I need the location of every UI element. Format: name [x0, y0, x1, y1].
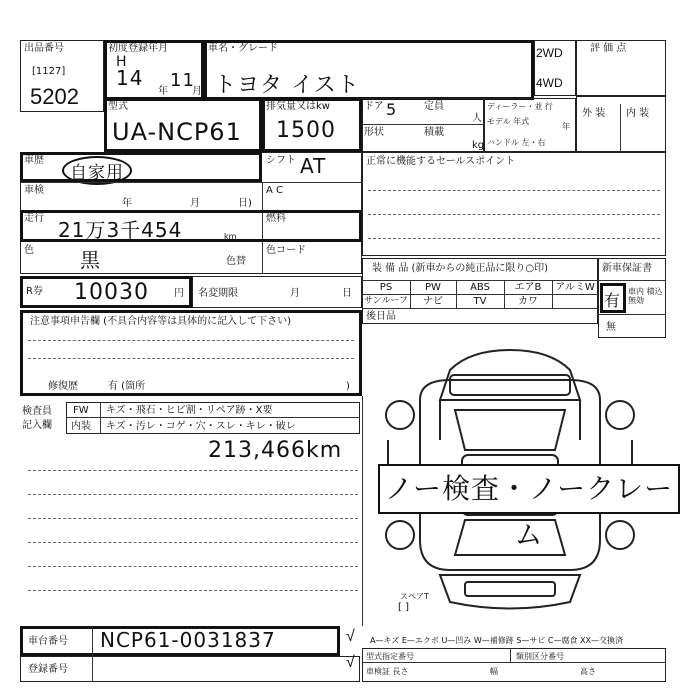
lot-label: 出品番号	[24, 43, 64, 54]
first-reg-label: 初度登録年月	[108, 43, 168, 54]
fw-items: キズ・飛石・ヒビ割・リペア跡・X要	[106, 405, 273, 416]
person-unit: 人	[472, 113, 482, 124]
title-month: 月	[290, 288, 300, 299]
handwritten-mileage: 213,466km	[208, 438, 343, 463]
month-char: 月	[192, 86, 202, 97]
form-category: 類別区分番号	[516, 652, 564, 661]
ext-int-box	[576, 96, 666, 152]
spare-brackets: [ ]	[398, 602, 409, 613]
form-width: 幅	[490, 667, 498, 676]
chassis-number: NCP61-0031837	[100, 628, 276, 652]
sp-line-2	[368, 214, 660, 215]
first-reg-era: H	[116, 54, 128, 70]
ac-label: A C	[266, 185, 284, 196]
exterior-label: 外 装	[582, 108, 606, 119]
first-reg-month: 11	[170, 70, 195, 91]
car-rear-view	[440, 575, 580, 609]
car-name: トヨタ イスト	[214, 73, 360, 98]
warranty-no: 無	[606, 322, 616, 333]
warranty-manual: 車内 積込無効	[628, 287, 663, 305]
int-label: 内装	[71, 421, 91, 432]
equip-tv: TV	[473, 296, 487, 307]
warranty-label: 新車保証書	[602, 263, 652, 274]
reg-check-mark: √	[346, 654, 355, 671]
fuel-label: 燃料	[266, 213, 286, 224]
first-reg-year: 14	[116, 66, 144, 90]
equip-pw: PW	[425, 282, 441, 293]
km-unit: km	[224, 232, 237, 241]
selling-points-label: 正常に機能するセールスポイント	[366, 156, 516, 167]
ext-int-divider	[620, 104, 621, 152]
mileage: 21万3千454	[58, 218, 183, 242]
damage-legend: A—キズ E—エクボ U—凹み W—補修跡 S—サビ C—腐食 XX—交換済	[370, 636, 624, 645]
kg-unit: kg	[472, 140, 485, 151]
recycle-label: R券	[26, 286, 43, 297]
usage-label: 車歴	[24, 155, 44, 166]
notes-line-1	[28, 340, 354, 341]
drive-4wd: 4WD	[536, 76, 563, 90]
equip-leather: カワ	[518, 296, 538, 307]
form-height: 高さ	[580, 667, 596, 676]
spare-label: スペアT	[400, 592, 429, 601]
dealer-label: ディーラー・並 行	[487, 102, 553, 111]
warranty-yes: 有	[604, 291, 621, 310]
chassis-divider	[92, 626, 93, 656]
usage-box	[20, 152, 262, 182]
chassis-label: 車台番号	[28, 636, 68, 647]
name-grade-label: 車名・グレード	[208, 43, 278, 54]
lot-number: 5202	[30, 84, 79, 109]
equip-alloy: アルミW	[555, 282, 595, 293]
grade-label: 評 価 点	[590, 43, 627, 54]
year-unit: 年	[562, 122, 570, 131]
sp-line-3	[368, 238, 660, 239]
rear-seat-label: 後日品	[366, 311, 396, 322]
recycle-amount: 10030	[74, 280, 149, 305]
mileage-label: 走行	[24, 213, 44, 224]
year-char: 年	[158, 86, 168, 97]
lot-code: [1127]	[32, 66, 66, 77]
repair-label: 修復歴	[48, 381, 78, 392]
load-label: 積載	[424, 127, 444, 138]
inspection-month: 月	[190, 198, 200, 209]
interior-label: 内 装	[626, 108, 650, 119]
repaint-label: 色替	[226, 256, 246, 267]
fw-col-divider	[100, 402, 101, 434]
sp-line-1	[368, 190, 660, 191]
model-year-label: モデル 年式	[487, 117, 530, 126]
model-label: 型式	[108, 101, 128, 112]
int-items: キズ・汚レ・コゲ・穴・スレ・キレ・破レ	[106, 421, 296, 432]
doors-divider	[362, 124, 484, 125]
selling-points-box	[362, 152, 666, 256]
displacement: 1500	[276, 118, 336, 143]
shape-label: 形状	[364, 127, 384, 138]
color: 黒	[80, 248, 101, 272]
doors-label: ドア	[364, 101, 384, 112]
blank-line-4	[28, 542, 358, 543]
color-label: 色	[24, 245, 34, 256]
inspection-label: 車検	[24, 185, 44, 196]
reg-label: 登録番号	[28, 664, 68, 675]
form-model-designation: 型式指定番号	[366, 652, 414, 661]
usage: 自家用	[62, 156, 132, 185]
inspector-label: 検査員 記入欄	[22, 406, 52, 431]
equip-airbag: エアB	[514, 282, 542, 293]
warranty-divider-2	[598, 314, 666, 315]
handle-label: ハンドル 左・右	[487, 138, 546, 147]
inspection-year: 年	[122, 198, 132, 209]
model-code: UA-NCP61	[112, 118, 242, 146]
notes-title: 注意事項申告欄 (不具合内容等は具体的に記入して下さい)	[30, 316, 291, 327]
fw-label: FW	[73, 405, 89, 416]
row-divider-1	[20, 182, 362, 183]
capacity-label: 定員	[424, 101, 444, 112]
form-length: 車検証 長さ	[366, 667, 409, 676]
repair-close: )	[346, 381, 350, 392]
reg-box	[20, 656, 360, 682]
no-inspection-banner: ノー検査・ノークレーム	[378, 464, 680, 514]
repair-value: 有 (箇所	[108, 381, 146, 392]
equip-sunroof: サンルーフ	[364, 296, 408, 306]
blank-line-2	[28, 494, 358, 495]
inspection-day: 日)	[238, 198, 252, 209]
blank-line-3	[28, 518, 358, 519]
equip-row-div-3	[362, 308, 598, 309]
form-divider	[362, 662, 666, 663]
yen-unit: 円	[174, 288, 184, 299]
blank-line-6	[28, 590, 358, 591]
equipment-title: 装 備 品 (新車からの純正品に限り○印)	[372, 263, 549, 274]
displacement-label: 排気量又はkw	[266, 101, 330, 112]
car-front-view	[440, 350, 580, 440]
blank-line-1	[28, 470, 358, 471]
check-mark: √	[346, 628, 355, 645]
title-day: 日	[342, 288, 352, 299]
notes-right-border	[362, 396, 363, 626]
blank-line-5	[28, 566, 358, 567]
warranty-divider-1	[598, 280, 666, 281]
equip-abs: ABS	[470, 282, 490, 293]
equip-ps: PS	[379, 282, 393, 293]
equip-navi: ナビ	[423, 296, 443, 307]
reg-divider	[92, 656, 93, 682]
fw-divider	[66, 417, 360, 418]
notes-line-2	[28, 358, 354, 359]
shift-label: シフト	[266, 155, 296, 166]
shift: AT	[300, 154, 327, 178]
title-change-label: 名変期限	[198, 288, 238, 299]
color-code-label: 色コード	[266, 245, 306, 256]
form-col-div	[510, 648, 511, 662]
doors: 5	[386, 100, 398, 119]
drive-2wd: 2WD	[536, 46, 563, 60]
